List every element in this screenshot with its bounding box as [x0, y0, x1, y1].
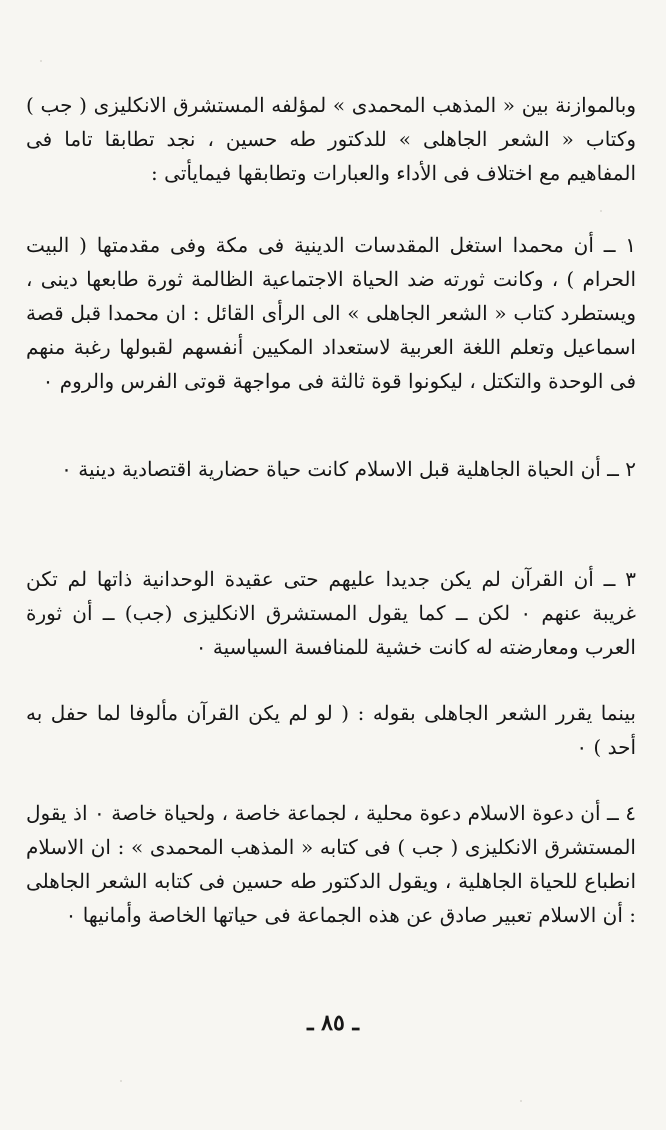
paragraph-text: ٤ ــ أن دعوة الاسلام دعوة محلية ، لجماعة خاصة ، ولحياة خاصة ٠ اذ يقول المستشرق الانكليزى ( جب ) فى كتابه « المذهب المحمدى » : ان الاسلام انطباع للحياة الجاهلية ، ويقول الدكتور طه حسين فى كتابه الشعر الجاهلى : أن الاسلام تعبير صادق عن هذه الجماعة فى حياتها الخاصة وأمانيها ٠ [26, 801, 636, 927]
paper-speck [520, 1100, 522, 1102]
paragraph-text: ١ ــ أن محمدا استغل المقدسات الدينية فى مكة وفى مقدمتها ( البيت الحرام ) ، وكانت ثورته ضد الحياة الاجتماعية الظالمة ثورة طابعها دينى ، ويستطرد كتاب « الشعر الجاهلى » الى الرأى القائل : ان محمدا قبل قصة اسماعيل وتعلم اللغة العربية لاستعداد المكيين أنفسهم لقبولها رغبة منهم فى الوحدة والتكتل ، ليكونوا قوة ثالثة فى مواجهة قوتى الفرس والروم ٠ [26, 233, 636, 393]
paper-speck [600, 210, 602, 212]
paragraph-text: ٣ ــ أن القرآن لم يكن جديدا عليهم حتى عقيدة الوحدانية ذاتها لم تكن غريبة عنهم ٠ لكن ــ كما يقول المستشرق الانكليزى (جب) ــ أن ثورة العرب ومعارضته له كانت خشية للمنافسة السياسية ٠ [26, 567, 637, 659]
paragraph-quote [26, 696, 636, 764]
paper-speck [40, 60, 42, 62]
paragraph-point-2 [26, 452, 636, 486]
paper-speck [120, 1080, 122, 1082]
paragraph-point-3 [26, 562, 636, 664]
paragraph-text: بينما يقرر الشعر الجاهلى بقوله : ( لو لم يكن القرآن مألوفا لما حفل به أحد ) ٠ [26, 701, 636, 759]
paragraph-text: وبالموازنة بين « المذهب المحمدى » لمؤلفه المستشرق الانكليزى ( جب ) وكتاب « الشعر الجاهلى » للدكتور طه حسين ، نجد تطابقا تاما فى المفاهيم مع اختلاف فى الأداء والعبارات وتطابقها فيمايأتى : [26, 93, 636, 185]
paragraph-text: ٢ ــ أن الحياة الجاهلية قبل الاسلام كانت حياة حضارية اقتصادية دينية ٠ [61, 457, 636, 481]
paragraph-point-4 [26, 796, 636, 932]
page-number: ـ ٨٥ ـ [307, 1010, 359, 1036]
paragraph-intro [26, 88, 636, 190]
paragraph-point-1 [26, 228, 636, 398]
